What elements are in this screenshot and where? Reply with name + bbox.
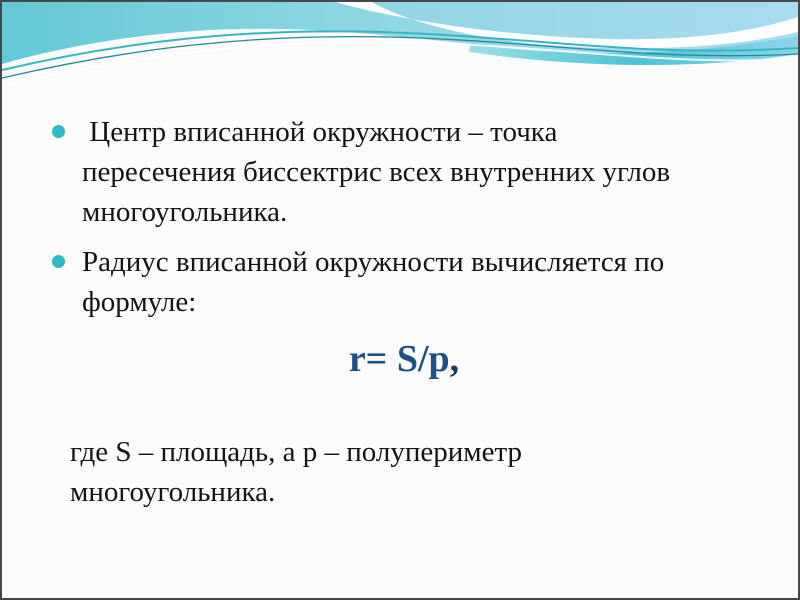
- formula: [46, 336, 726, 382]
- formula-legend: [46, 432, 726, 512]
- bullet-icon: [52, 125, 65, 138]
- bullet-2-line-1: Радиус вписанной окружности вычисляется по: [82, 246, 665, 278]
- bullet-2-line-2: формуле:: [82, 286, 197, 318]
- bullet-1-line-1: Центр вписанной окружности – точка: [82, 116, 558, 148]
- wave-decoration: [2, 2, 798, 97]
- formula-comma: ,: [449, 338, 460, 380]
- bullet-1-line-2: пересечения биссектрис всех внутренних углов: [82, 156, 671, 188]
- formula-expression: r= S/p: [348, 338, 450, 380]
- legend-line-1: где S – площадь, а p – полупериметр: [70, 436, 523, 468]
- slide-body: [46, 112, 726, 512]
- bullet-1-line-3: многоугольника.: [82, 196, 288, 228]
- bullet-item-radius-formula: [46, 242, 726, 322]
- bullet-item-center-definition: [46, 112, 726, 232]
- legend-line-2: многоугольника.: [70, 476, 276, 508]
- bullet-icon: [52, 255, 65, 268]
